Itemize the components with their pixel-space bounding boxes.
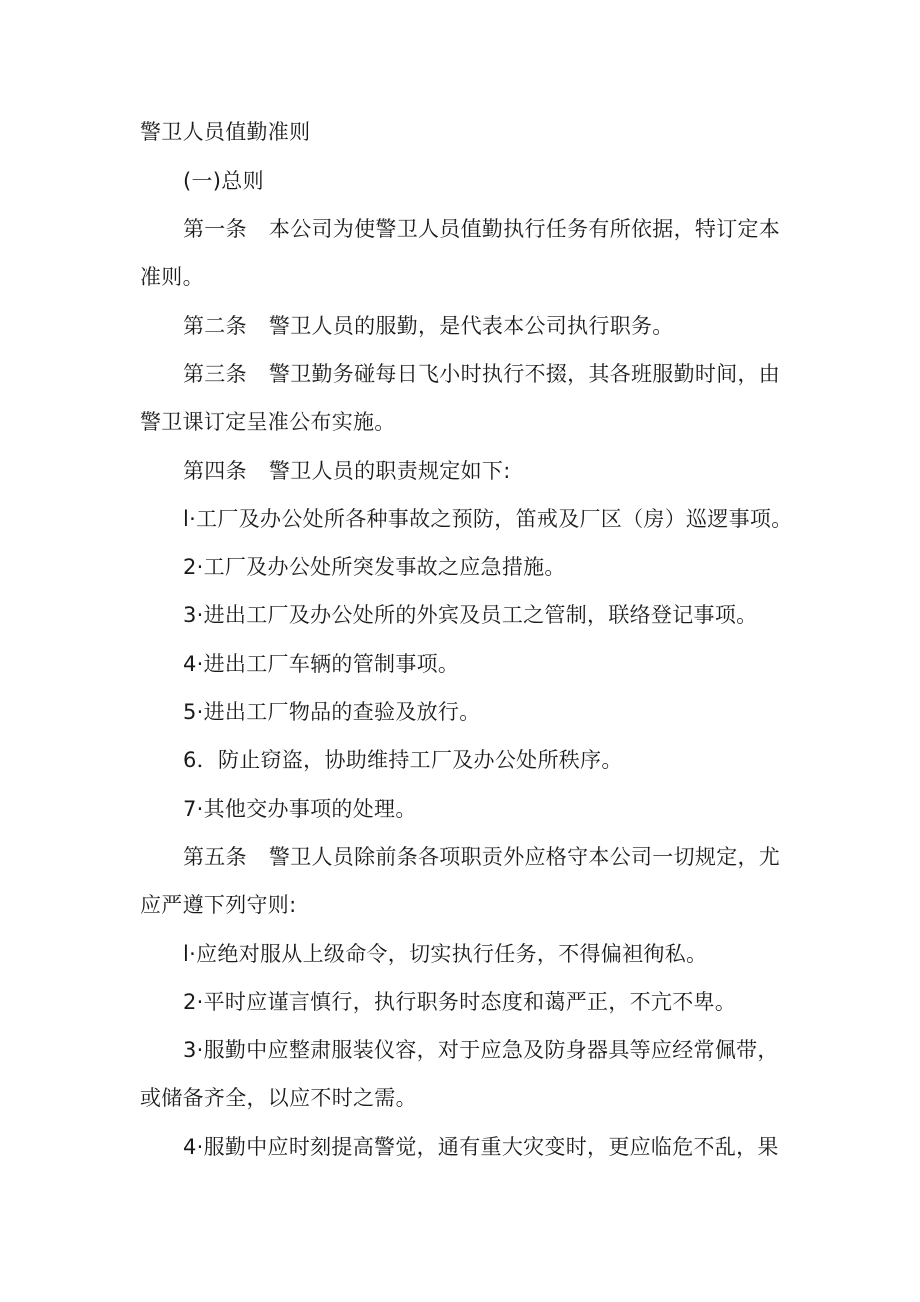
article-label: 第三条 [183,362,247,386]
section-heading: (一)总则 [183,169,264,193]
article-1 [183,214,803,244]
article-2 [183,311,803,341]
list-item: 4·服勤中应时刻提高警觉，通有重大灾变时，更应临危不乱，果 [183,1135,779,1159]
article-3 [183,359,803,389]
article-text: 警卫人员除前条各项职贡外应格守本公司一切规定，尤 [268,845,781,869]
list-item: l·应绝对服从上级命令，切实执行任务，不得偏袒徇私。 [183,942,708,966]
article-4 [183,456,803,486]
article-label: 第二条 [183,314,247,338]
list-item: 3·服勤中应整肃服装仪容，对于应急及防身器具等应经常佩带， [183,1038,779,1062]
list-item: 2·工厂及办公处所突发事故之应急措施。 [183,555,566,579]
list-item: 6．防止窃盗，协助维持工厂及办公处所秩序。 [183,748,623,772]
document-title: 警卫人员值勤准则 [140,120,311,144]
list-item: l·工厂及办公处所各种事故之预防，笛戒及厂区（房）巡逻事项。 [183,507,793,531]
article-text: 警卫人员的服勤，是代表本公司执行职务。 [268,314,674,338]
article-label: 第四条 [183,459,247,483]
article-text: 本公司为使警卫人员值勤执行任务有所依据，特订定本 [268,217,781,241]
article-label: 第五条 [183,845,247,869]
list-item-continuation: 或储备齐全，以应不时之需。 [140,1086,417,1110]
article-label: 第一条 [183,217,247,241]
article-5-continuation: 应严遵下列守则: [140,893,297,917]
list-item: 3·进出工厂及办公处所的外宾及员工之管制，联络登记事项。 [183,603,758,627]
article-5 [183,842,803,872]
list-item: 2·平时应谨言慎行，执行职务时态度和蔼严正，不亢不卑。 [183,990,737,1014]
article-1-continuation: 准则。 [140,265,204,289]
list-item: 5·进出工厂物品的查验及放行。 [183,700,481,724]
article-text: 警卫勤务碰每日飞小时执行不掇，其各班服勤时间，由 [268,362,781,386]
article-text: 警卫人员的职责规定如下: [268,459,511,483]
list-item: 4·进出工厂车辆的管制事项。 [183,652,460,676]
list-item: 7·其他交办事项的处理。 [183,797,417,821]
article-3-continuation: 警卫课订定呈准公布实施。 [140,410,396,434]
